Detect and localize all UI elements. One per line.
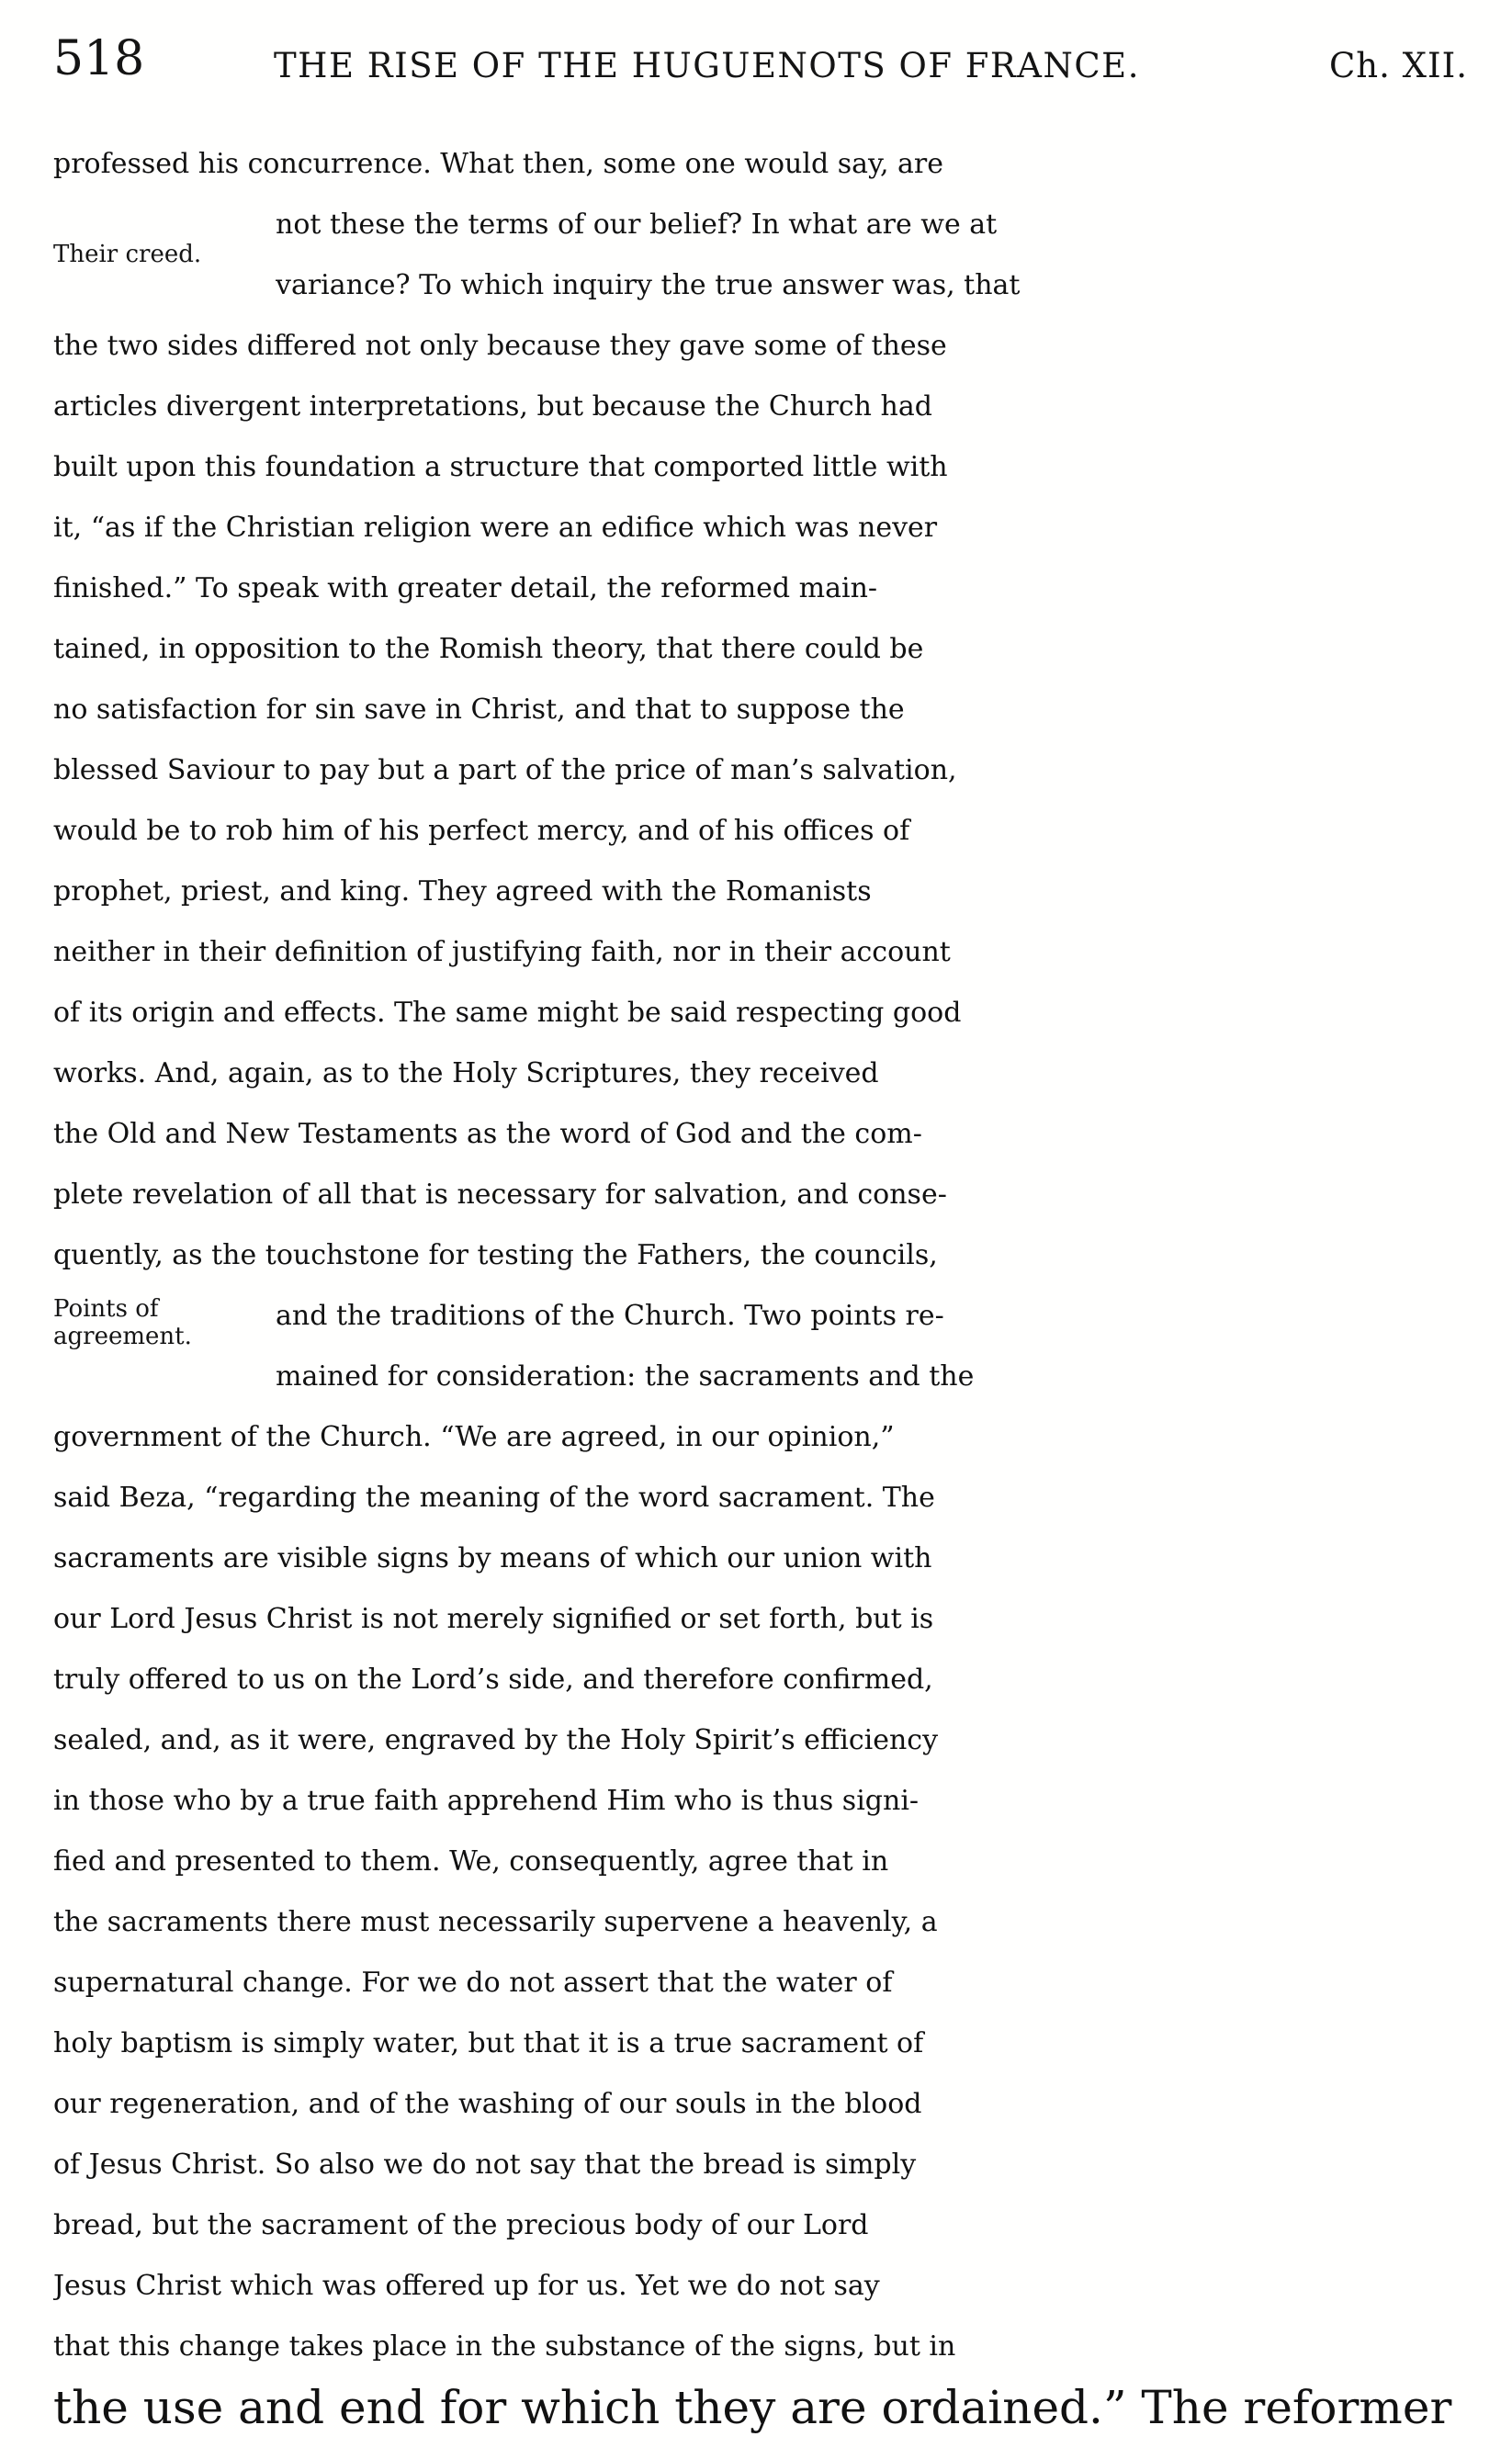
text-line: finished.” To speak with greater detail, the reformed main-: [53, 572, 878, 604]
text-line: said Beza, “regarding the meaning of the word sacrament. The: [53, 1482, 935, 1514]
text-line: sacraments are visible signs by means of which our union with: [53, 1542, 932, 1574]
text-line: the Old and New Testaments as the word of God and the com-: [53, 1118, 922, 1150]
text-line: tained, in opposition to the Romish theory, that there could be: [53, 633, 924, 665]
text-line: Jesus Christ which was offered up for us. Yet we do not say: [53, 2270, 880, 2302]
text-line: blessed Saviour to pay but a part of the price of man’s salvation,: [53, 754, 957, 786]
text-line: government of the Church. “We are agreed, in our opinion,”: [53, 1421, 895, 1453]
text-line: sealed, and, as it were, engraved by the Holy Spirit’s efficiency: [53, 1724, 939, 1756]
text-line: prophet, priest, and king. They agreed with the Romanists: [53, 875, 872, 908]
text-line: in those who by a true faith apprehend Him who is thus signi-: [53, 1785, 920, 1817]
text-line: would be to rob him of his perfect mercy, and of his offices of: [53, 815, 910, 847]
text-line: of Jesus Christ. So also we do not say that the bread is simply: [53, 2149, 917, 2181]
text-line: neither in their definition of justifying faith, nor in their account: [53, 936, 951, 968]
page-header: [53, 28, 1468, 92]
text-line: and the traditions of the Church. Two points re-: [276, 1300, 944, 1332]
text-line: the sacraments there must necessarily supervene a heavenly, a: [53, 1906, 938, 1938]
text-line: mained for consideration: the sacraments and the: [276, 1360, 975, 1393]
text-line: professed his concurrence. What then, some one would say, are: [53, 148, 944, 180]
chapter-label: Ch. XII.: [1329, 46, 1468, 85]
margin-note-agreement: agreement.: [53, 1323, 192, 1350]
margin-note-points-of: Points of: [53, 1295, 159, 1323]
text-line: built upon this foundation a structure that comported little with: [53, 451, 948, 483]
text-line: truly offered to us on the Lord’s side, and therefore confirmed,: [53, 1664, 933, 1696]
text-line: bread, but the sacrament of the precious body of our Lord: [53, 2209, 869, 2241]
text-line: our Lord Jesus Christ is not merely signified or set forth, but is: [53, 1603, 934, 1635]
text-line: it, “as if the Christian religion were an edifice which was never: [53, 512, 938, 544]
text-line: fied and presented to them. We, consequently, agree that in: [53, 1845, 889, 1878]
text-line: of its origin and effects. The same might be said respecting good: [53, 997, 962, 1029]
margin-note-their-creed: Their creed.: [53, 241, 202, 268]
text-line: articles divergent interpretations, but because the Church had: [53, 390, 932, 423]
text-line: the use and end for which they are ordained.” The reformer: [53, 2381, 1452, 2434]
page-number: 518: [53, 31, 145, 86]
running-title: THE RISE OF THE HUGUENOTS OF FRANCE.: [274, 46, 1140, 85]
text-line: the two sides differed not only because they gave some of these: [53, 330, 947, 362]
text-line: variance? To which inquiry the true answer was, that: [276, 269, 1021, 301]
text-line: holy baptism is simply water, but that it is a true sacrament of: [53, 2027, 924, 2059]
text-line: that this change takes place in the substance of the signs, but in: [53, 2330, 956, 2363]
text-line: works. And, again, as to the Holy Scriptures, they received: [53, 1057, 879, 1089]
text-line: quently, as the touchstone for testing the Fathers, the councils,: [53, 1239, 938, 1271]
text-line: plete revelation of all that is necessary for salvation, and conse-: [53, 1179, 947, 1211]
text-line: supernatural change. For we do not assert that the water of: [53, 1967, 893, 1999]
text-line: not these the terms of our belief? In what are we at: [276, 209, 998, 241]
text-line: our regeneration, and of the washing of our souls in the blood: [53, 2088, 922, 2120]
text-line: no satisfaction for sin save in Christ, and that to suppose the: [53, 694, 905, 726]
